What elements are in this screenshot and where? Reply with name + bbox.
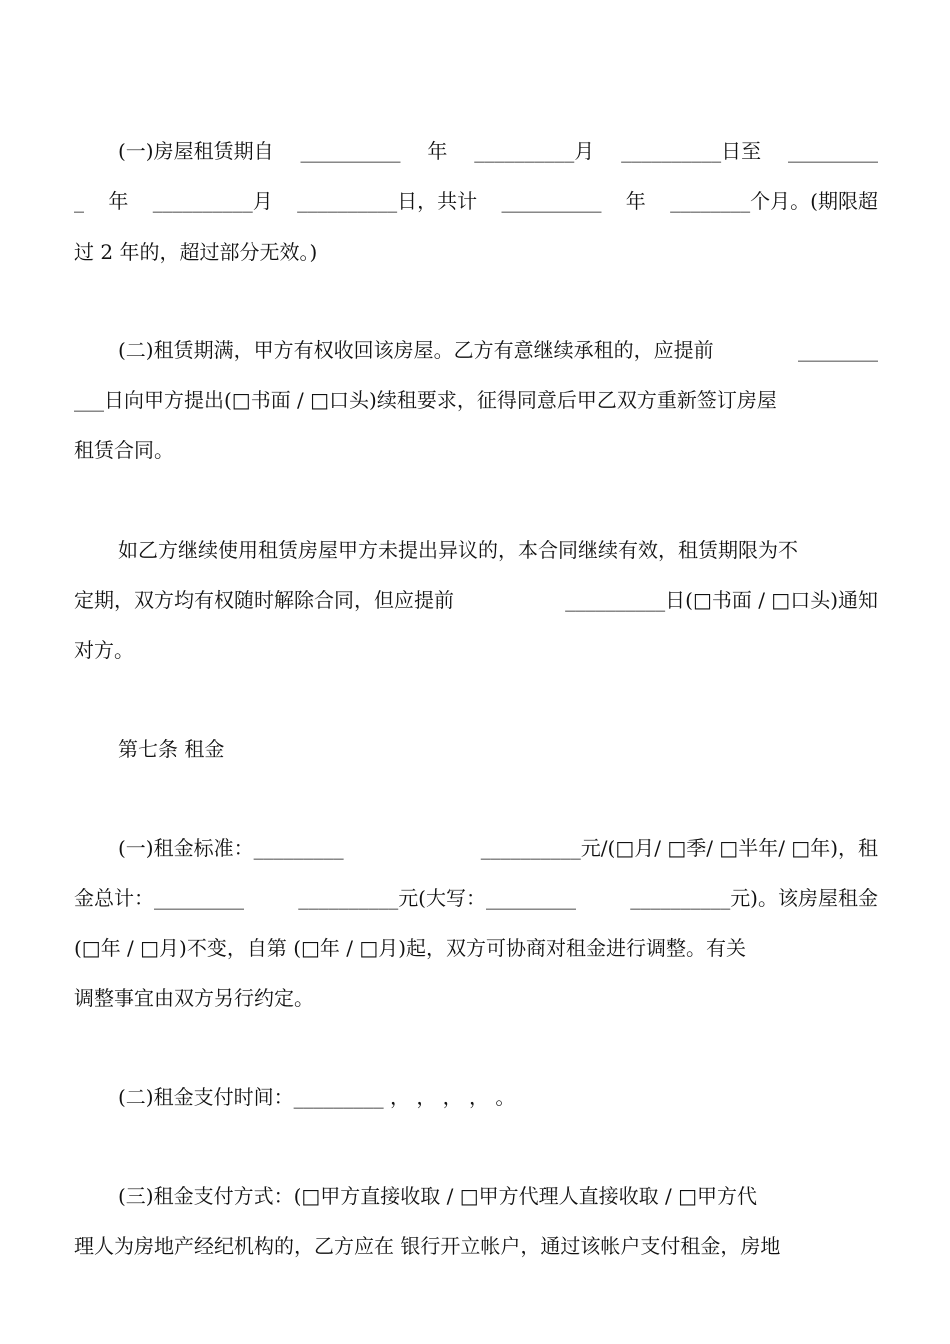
- rent-standard-line-3: (□年 / □月)不变，自第 (□年 / □月)起，双方可协商对租金进行调整。有关: [74, 936, 747, 960]
- text-segment: (一)租金标准：_________: [118, 836, 344, 860]
- renewal-line-2: ___日向甲方提出(□书面 / □口头)续租要求，征得同意后甲乙双方重新签订房屋: [74, 388, 777, 412]
- blank-line: _________: [787, 139, 878, 163]
- text-segment: (一)房屋租赁期自: [118, 139, 274, 163]
- continued-use-line-2: [74, 585, 878, 615]
- text-segment: 年: [108, 189, 129, 213]
- rent-standard-line-1: [118, 833, 878, 863]
- text-segment: __________元(大写：_________: [298, 886, 576, 910]
- lease-term-line-3: 过 2 年的，超过部分无效。): [74, 240, 318, 264]
- text-segment: 年: [625, 189, 646, 213]
- text-segment: __________元/(□月/ □季/ □半年/ □年)，租: [480, 836, 878, 860]
- lease-term-line-2: [74, 186, 878, 216]
- blank-line: _: [74, 189, 84, 213]
- payment-method-line-1: (三)租金支付方式：(□甲方直接收取 / □甲方代理人直接收取 / □甲方代: [118, 1184, 758, 1208]
- continued-use-line-3: 对方。: [74, 638, 134, 662]
- text-segment: __________日，共计: [297, 189, 478, 213]
- payment-time-line: (二)租金支付时间：_________ ， ， ， ， 。: [118, 1085, 516, 1109]
- rent-standard-line-2: [74, 883, 878, 913]
- lease-term-line-1: [118, 136, 878, 166]
- text-segment: __________日(□书面 / □口头)通知: [565, 588, 878, 612]
- text-segment: __________月: [474, 139, 595, 163]
- article-7-heading: 第七条 租金: [118, 737, 225, 761]
- text-segment: __________日至: [621, 139, 762, 163]
- renewal-line-3: 租赁合同。: [74, 438, 174, 462]
- renewal-line-1: [118, 335, 878, 365]
- text-segment: 年: [427, 139, 448, 163]
- text-segment: 定期，双方均有权随时解除合同，但应提前: [74, 588, 454, 612]
- rent-standard-line-4: 调整事宜由双方另行约定。: [74, 986, 314, 1010]
- blank-line: __________: [300, 139, 401, 163]
- text-segment: __________元)。该房屋租金: [630, 886, 878, 910]
- text-segment: ________个月。(期限超: [670, 189, 878, 213]
- text-segment: 金总计：_________: [74, 886, 244, 910]
- text-segment: (二)租赁期满，甲方有权收回该房屋。乙方有意继续承租的，应提前: [118, 338, 714, 362]
- continued-use-line-1: 如乙方继续使用租赁房屋甲方未提出异议的，本合同继续有效，租赁期限为不: [118, 538, 798, 562]
- blank-line: __________: [501, 189, 602, 213]
- payment-method-line-2: 理人为房地产经纪机构的，乙方应在 银行开立帐户，通过该帐户支付租金，房地: [74, 1234, 781, 1258]
- text-segment: __________月: [152, 189, 273, 213]
- blank-line: ________: [798, 338, 878, 362]
